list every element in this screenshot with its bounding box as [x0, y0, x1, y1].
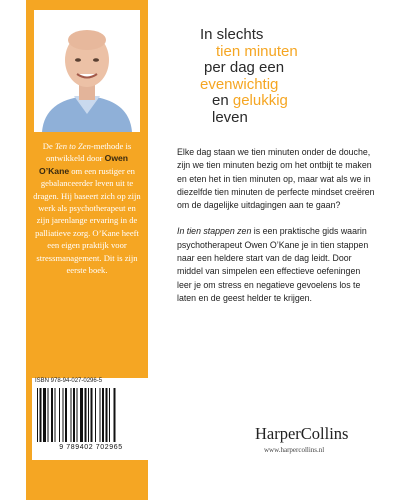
author-portrait-icon — [34, 10, 140, 132]
barcode-icon — [35, 388, 143, 442]
headline-line-5-start: en — [212, 92, 233, 109]
headline-line-5-accent: gelukkig — [232, 92, 288, 109]
blurb-paragraph-1: Elke dag staan we tien minuten onder de douche, zijn we tien minuten bezig om het ontbijt te maken en eten het in tien minuten op, maar wat als we in diezelfde tien minuten de perfecte mindset creëren om de dagelijke uitdagingen aan te gaan? — [177, 147, 375, 211]
headline-line-5 — [200, 93, 380, 110]
bio-author-name: Owen O’Kane — [39, 153, 129, 176]
headline-line-3: per dag een — [204, 59, 285, 76]
bio-text-start: De — [42, 141, 55, 151]
book-title-italic: In tien stappen zen — [177, 226, 252, 237]
headline-line-1: In slechts — [200, 26, 264, 43]
headline — [200, 27, 380, 126]
barcode-box — [32, 378, 150, 460]
isbn-label: ISBN 978-94-027-0296-5 — [35, 378, 103, 384]
blurb — [177, 146, 377, 318]
bio-text-mid: -methode is ontwikkeld door — [45, 141, 132, 164]
publisher-website: www.harpercollins.nl — [264, 446, 325, 454]
barcode-digits: 9 789402 702965 — [59, 444, 123, 451]
bio-text-end: om een rustiger en gebalanceerder leven uit te dragen. Hij baseert zich op zijn werk als psychotherapeut en zijn jarenlange ervaring in de palliatieve zorg. O’Kane heeft een eigen praktijk voor stressmanagement. Dit is zijn eerste boek. — [33, 165, 141, 276]
blurb-paragraph-2 — [177, 225, 377, 305]
author-photo — [34, 10, 140, 132]
headline-line-2: tien minuten — [216, 42, 298, 60]
headline-line-6: leven — [212, 108, 248, 126]
blurb-paragraph-2-text: is een praktische gids waarin psychotherapeut Owen O’Kane je in tien stappen naar een heldere start van de dag leidt. Door middel van simpelen een effectieve oefeningen leer je om stress en negatieve gevoelens los te laten en de geest helder te krijgen. — [177, 226, 369, 303]
headline-line-4: evenwichtig — [200, 75, 279, 93]
publisher-logo: HarperCollins — [255, 424, 349, 443]
author-bio — [32, 140, 142, 276]
bio-method-title: Ten to Zen — [54, 141, 91, 151]
